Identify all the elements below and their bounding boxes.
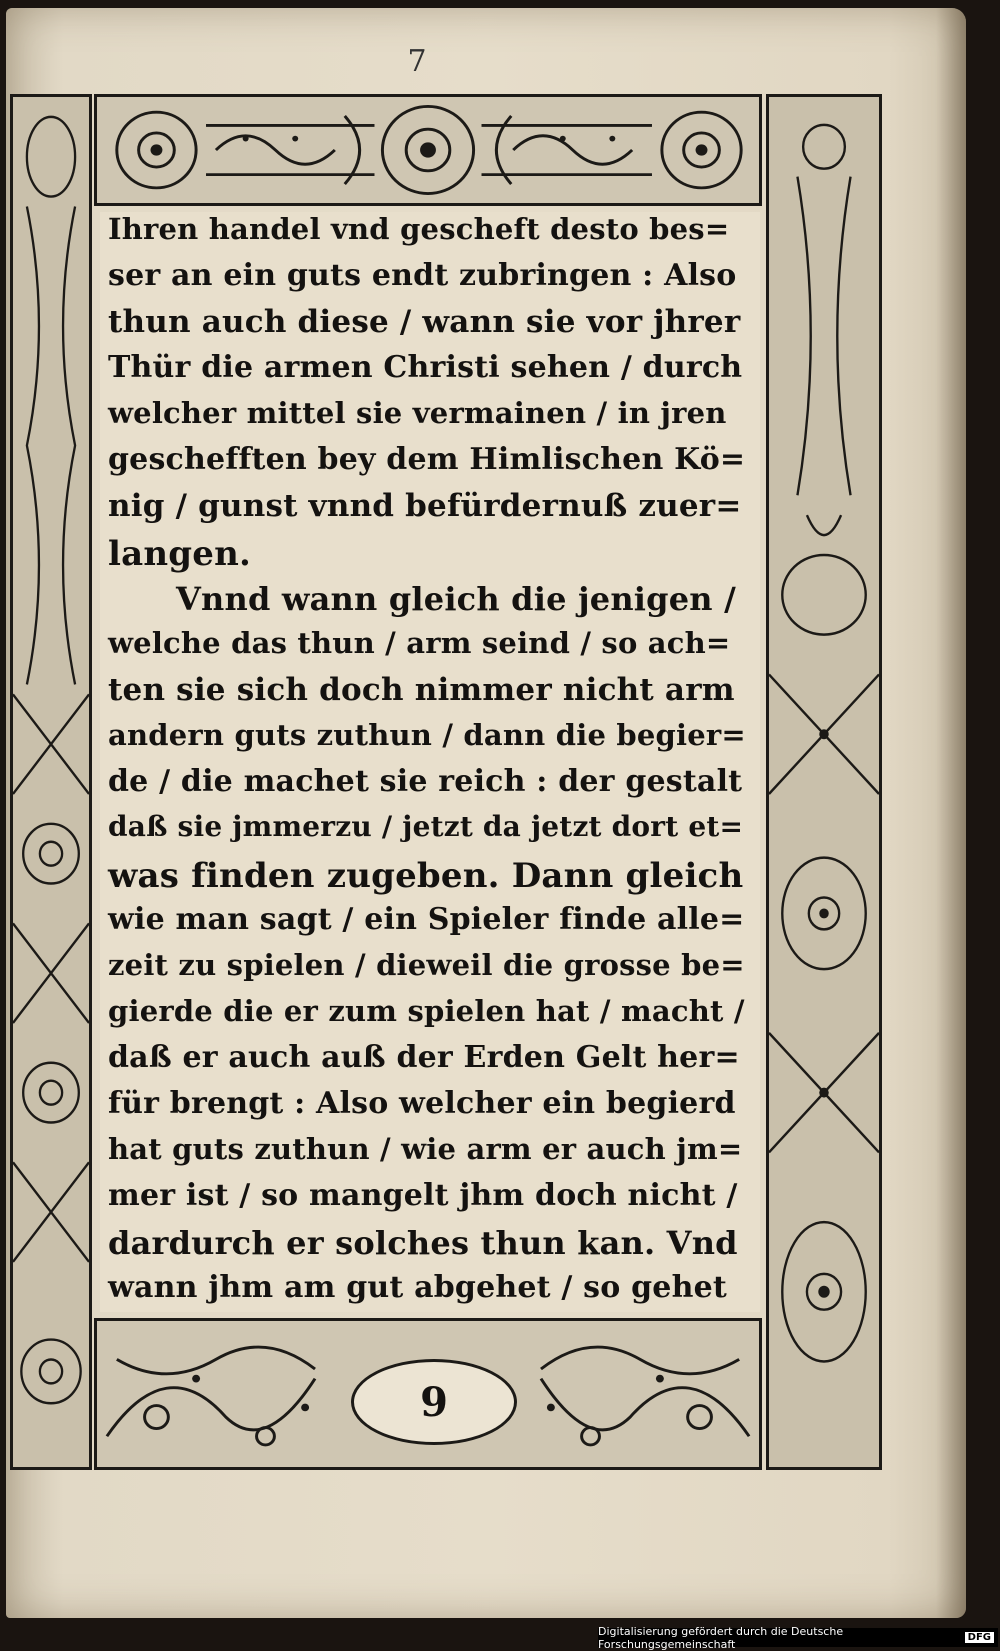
text-line: Ihren handel vnd gescheft desto bes= (108, 212, 730, 246)
text-line: ten sie sich doch nimmer nicht arm (108, 672, 735, 708)
text-line: was finden zugeben. Dann gleich (108, 856, 744, 896)
text-line: Thür die armen Christi sehen / durch (108, 350, 743, 385)
text-line: nig / gunst vnnd befürdernuß zuer= (108, 488, 742, 524)
text-line: zeit zu spielen / dieweil die grosse be= (108, 948, 745, 982)
text-line: welche das thun / arm seind / so ach= (108, 626, 731, 660)
text-line: wie man sagt / ein Spieler finde alle= (108, 902, 745, 937)
text-line: wann jhm am gut abgehet / so gehet (108, 1270, 727, 1305)
text-line: ser an ein guts endt zubringen : Also (108, 258, 737, 293)
text-line: geschefften bey dem Himlischen Kö= (108, 442, 746, 477)
text-line: mer ist / so mangelt jhm doch nicht / (108, 1178, 738, 1213)
footer-text: Digitalisierung gefördert durch die Deutsche Forschungsgemeinschaft (598, 1624, 844, 1651)
text-block (100, 212, 760, 1312)
text-line: welcher mittel sie vermainen / in jren (108, 396, 727, 430)
ornament-bottom (94, 1318, 762, 1470)
text-line: thun auch diese / wann sie vor jhrer (108, 304, 741, 340)
ornament-top (94, 94, 762, 206)
dfg-logo: DFG (965, 1632, 994, 1643)
text-line: daß er auch auß der Erden Gelt her= (108, 1040, 740, 1075)
ornament-left (10, 94, 92, 1470)
text-line: daß sie jmmerzu / jetzt da jetzt dort et= (108, 810, 744, 843)
text-line: langen. (108, 534, 252, 574)
text-line: de / die machet sie reich : der gestalt (108, 764, 743, 799)
woodcut-frame (10, 94, 882, 1470)
text-line: hat guts zuthun / wie arm er auch jm= (108, 1132, 743, 1166)
ornament-right (766, 94, 882, 1470)
text-line: für brengt : Also welcher ein begierd (108, 1086, 736, 1121)
text-line: Vnnd wann gleich die jenigen / (176, 580, 736, 618)
digitization-footer (598, 1624, 998, 1651)
book-page (6, 8, 966, 1618)
folio-number: 9 (351, 1359, 517, 1445)
page-edge-shadow (936, 8, 966, 1618)
text-line: gierde die er zum spielen hat / macht / (108, 994, 745, 1028)
text-line: andern guts zuthun / dann die begier= (108, 718, 746, 752)
page-number-top: 7 (407, 44, 427, 79)
text-line: dardurch er solches thun kan. Vnd (108, 1224, 738, 1262)
